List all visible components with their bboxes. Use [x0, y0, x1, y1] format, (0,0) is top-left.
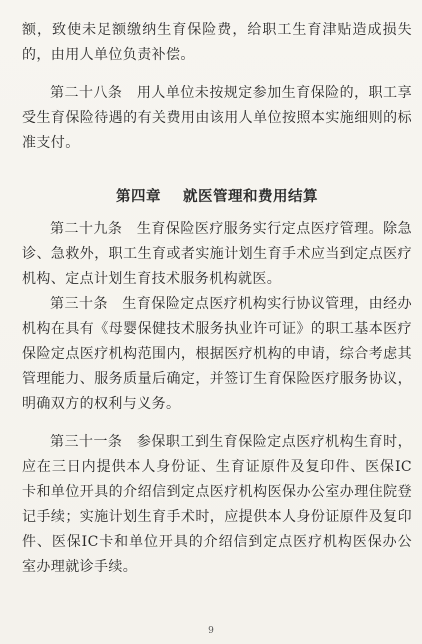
document-body: [22, 18, 412, 580]
article-29: 第二十九条 生育保险医疗服务实行定点医疗管理。除急诊、急救外，职工生育或者实施计划生育手术应当到定点医疗机构、定点计划生育技术服务机构就医。: [22, 221, 412, 287]
carryover-paragraph: 额，致使未足额缴纳生育保险费，给职工生育津贴造成损失的，由用人单位负责补偿。: [22, 22, 412, 63]
page-number: 9: [208, 626, 214, 636]
chapter-title: 就医管理和费用结算: [183, 188, 318, 205]
article-31: 第三十一条 参保职工到生育保险定点医疗机构生育时，应在三日内提供本人身份证、生育证原件及复印件、医保IC卡和单位开具的介绍信到定点医疗机构医保办公室办理住院登记手续；实施计划生育手术时，应提供本人身份证原件及复印件、医保IC卡和单位开具的介绍信到定点医疗机构医保办公室办理就诊手续。: [22, 434, 412, 575]
chapter-number: 第四章: [116, 188, 161, 205]
chapter-heading: [22, 184, 412, 209]
article-28: 第二十八条 用人单位未按规定参加生育保险的，职工享受生育保险待遇的有关费用由该用人单位按照本实施细则的标准支付。: [22, 85, 412, 151]
article-30: 第三十条 生育保险定点医疗机构实行协议管理，由经办机构在具有《母婴保健技术服务执业许可证》的职工基本医疗保险定点医疗机构范围内，根据医疗机构的申请，综合考虑其管理能力、服务质量后确定，并签订生育保险医疗服务协议，明确双方的权利与义务。: [22, 296, 412, 412]
